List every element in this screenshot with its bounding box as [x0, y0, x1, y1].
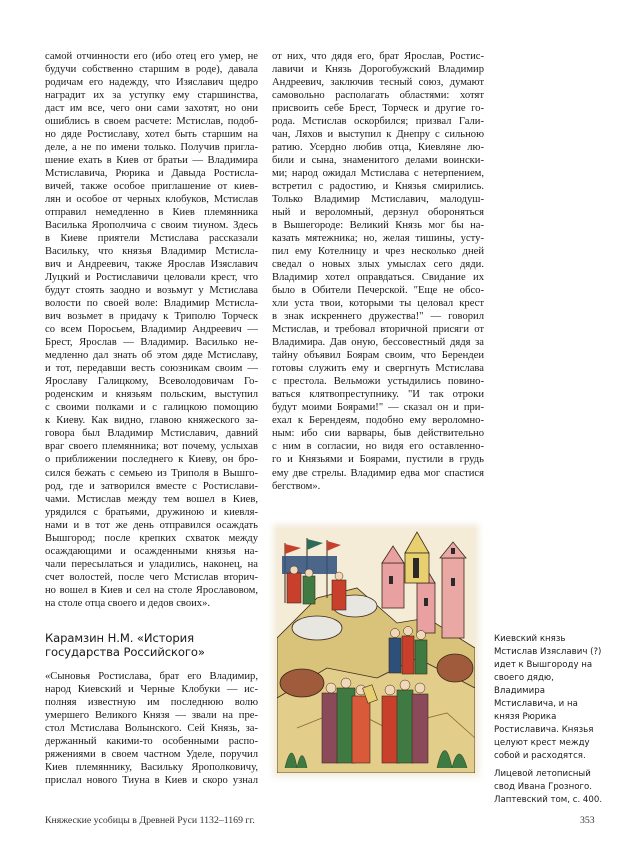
text-line: шение ехать в Киев от братьи — Владимира [45, 155, 258, 167]
text-line: ехал к Берендеям, подобно ему вероломно- [272, 415, 484, 427]
text-line: стол Мстислава Волынского. Сей Князь, за- [45, 723, 258, 735]
text-line: со всем Поросьем, Владимир Андреевич — [45, 324, 258, 336]
text-line: родичам его надежду, что Изяславич щедро [45, 77, 258, 89]
text-line: держанный какими-то особенными распо- [45, 736, 258, 748]
text-line: полняя известную им последнюю волю [45, 697, 258, 709]
text-line: будучи собственно старшим в роде), давала [45, 64, 258, 76]
text-line: на столе отца своего и дедов своих». [45, 597, 211, 609]
text-line: Василька Ярополчича с своим тиуном. Здесь [45, 220, 258, 232]
text-line: сился бежать с семьею из Триполя в Вышго- [45, 467, 258, 479]
text-column-right-top [272, 50, 484, 493]
text-line: Луцкий и Ростиславичи целовали крест, что [45, 272, 258, 284]
heading-line-2: государства Российского» [45, 645, 205, 659]
text-line: сведал о новых злых умыслах сего дяди. [272, 259, 484, 271]
text-line: враг своего племянника; вот почему, услыхав [45, 441, 258, 453]
text-line: но дяде Ростиславу, хотел быть старшим на [45, 129, 258, 141]
text-line: роденским и князьям польским, выступил [45, 389, 258, 401]
text-line: Брест, Ярослав — Владимир. Василько не- [45, 337, 258, 349]
page-number: 353 [580, 815, 595, 826]
text-line: народ Киевский и Черные Клобуки — ис- [45, 684, 258, 696]
text-line: били и сына, знаменитого делами воински- [272, 155, 484, 167]
text-line: наградит их за уступку ему старшинства, [45, 90, 258, 102]
running-footer-title: Княжеские усобицы в Древней Руси 1132–1169 гг. [45, 815, 255, 826]
text-line: Владимира. Дав оную, бессовестный дядя за [272, 337, 484, 349]
text-line: лавичи и Князь Дорогобужский Владимир [272, 64, 484, 76]
text-line: в Киеве приятели Мстислава рассказали [45, 233, 258, 245]
chronicle-miniature-illustration [277, 528, 475, 773]
text-line: род, где и затворился вместе с Ростислави- [45, 480, 258, 492]
text-line: ми; народ ожидал Мстислава с нетерпением, [272, 168, 484, 180]
text-line: Мстиславича, Рюрика и Давыда Ростисла- [45, 168, 258, 180]
text-line: деле, а не по имени только. Получив пригла- [45, 142, 258, 154]
text-line: было в Обители Печерской. "Еще не обсо- [272, 285, 484, 297]
text-line: вич и Андреевич, также Ярослав Изяславич [45, 259, 258, 271]
section-heading [45, 631, 260, 659]
text-line: лян и особое от черных клобуков, Мстислав [45, 194, 258, 206]
text-line: отправил немедленно в Киев племянника [45, 207, 258, 219]
text-line: самой отчинности его (ибо отец его умер, не [45, 51, 258, 62]
text-line: ный и вероломный, дерзнул обороняться [272, 207, 484, 219]
text-line: Вышгород; после крепких схваток между [45, 532, 258, 544]
text-line: будут стоять заодно и возьмут у Мстислава [45, 285, 258, 297]
text-line: Мстислав, и требовал вторичной присяги от [272, 324, 484, 336]
text-line: «Сыновья Ростислава, брат его Владимир, [45, 671, 258, 682]
text-line: урядился с братьями, дружиною и киевля- [45, 506, 258, 518]
text-line: чами. Мстислав между тем вошел в Киев, [45, 493, 258, 505]
text-line: казать мятежника; но, желая тишины, усту- [272, 233, 484, 245]
text-line: с ним в согласии, но видя его оставленно- [272, 441, 484, 453]
text-line: присвоить себе Брест, Торческ и другие го- [272, 103, 484, 115]
text-line: ваться клятвопреступнику. "И так отроки [272, 389, 484, 401]
miniature-drawing [277, 528, 475, 773]
text-line: и тот, передавши весть союзникам своим — [45, 363, 258, 375]
text-line: Васильку, что князья Владимир Мстисла- [45, 246, 258, 258]
text-line: ным: ибо сии варвары, быв действительно [272, 428, 484, 440]
text-line: ему две стрелы. Владимир едва мог спастися [272, 467, 484, 479]
text-line: даст им все, чего они сами захотят, но они [45, 103, 258, 115]
text-line: пил ему Котелницу и чрез несколько дней [272, 246, 484, 258]
text-line: ошиблись в своем расчете: Мстислав, подоб- [45, 116, 258, 128]
text-line: ратию. Усердно любив отца, Киевляне лю- [272, 142, 484, 154]
text-line: медленно дал знать об этом дяде Мстиславу, [45, 350, 258, 362]
text-line: Только Владимир Мстиславич, малодуш- [272, 194, 484, 206]
text-line: вичей, также особое приглашение от киев- [45, 181, 258, 193]
text-line: вич возьмет в придачу к Триполю Торческ [45, 311, 258, 323]
text-line: но вошел в Киев и сел на столе Ярославовом, [45, 584, 258, 596]
text-line: рода. Мстислав оскорбился; призвал Гали- [272, 116, 484, 128]
text-line: бегством». [272, 480, 321, 492]
text-line: Андреевич, заключив тесный союз, думают [272, 77, 484, 89]
group-of-princes-right [389, 627, 427, 675]
text-line: ряжениями в своем частном Уделе, поручил [45, 749, 258, 761]
caption-description: Киевский князь Мстислав Изяславич (?) идет к Вышгороду на своего дядю, Владимира Мстиславича, и на князя Рюрика Ростиславича. Князья целуют крест между собой и расходятся. [494, 634, 602, 761]
text-line: самовольно располагать областями: хотят [272, 90, 484, 102]
text-line: Киев племяннику, Васильку Ярополковичу, [45, 762, 258, 774]
text-line: умершего Великого Князя — звали на пре- [45, 710, 258, 722]
text-line: чали пересылаться и уладились, наконец, на [45, 558, 258, 570]
text-line: встретил с радостию, и Князья смирились. [272, 181, 484, 193]
text-line: счет волостей, после чего Мстислав вторич- [45, 571, 258, 583]
caption-source: Лицевой летописный свод Ивана Грозного. Лаптевский том, с. 400. [494, 769, 603, 805]
text-line: говора был Владимир Мстиславич, давний [45, 428, 258, 440]
illustration-caption [494, 633, 604, 812]
text-line: тайну объявил Боярам своим, что Берендеи [272, 350, 484, 362]
text-line: хли уста твои, которыми ты целовал крест [272, 298, 484, 310]
text-line: Владимир хотел оправдаться. Свидание их [272, 272, 484, 284]
text-line: Ярославу Галицкому, Всеволодовичам Го- [45, 376, 258, 388]
text-line: чан, Ляхов и выступил к Днепру с сильною [272, 129, 484, 141]
text-line: волости по своей воле: Владимир Мстисла- [45, 298, 258, 310]
text-line: го и Князьями и Боярами, пустили в грудь [272, 454, 484, 466]
heading-line-1: Карамзин Н.М. «История [45, 631, 194, 645]
text-line: о приближении последнего к Киеву, он бро- [45, 454, 258, 466]
text-line: готовы служить ему и свергнуть Мстислава [272, 363, 484, 375]
text-line: осаждающими и осажденными князья на- [45, 545, 258, 557]
text-line: с своими полками и с галицкою помощию [45, 402, 258, 414]
text-line: нами и в тот же день отправился осаждать [45, 519, 258, 531]
text-column-left-bottom [45, 670, 258, 787]
text-line: в знак искреннего дружества!" — говорил [272, 311, 484, 323]
text-line: прислал нового Тиуна в Киев и скоро узнал [45, 775, 258, 787]
text-line: к Киеву. Как видно, главою княжеского за- [45, 415, 258, 427]
text-line: от них, что дядя его, брат Ярослав, Ростис- [272, 51, 484, 62]
text-column-left-top [45, 50, 258, 610]
text-line: в Вышегороде: Великий Князь мог бы на- [272, 220, 484, 232]
text-line: с престола. Вельможи устыдились повино- [272, 376, 484, 388]
text-line: будут моими Боярами!" — сказал он и при- [272, 402, 484, 414]
